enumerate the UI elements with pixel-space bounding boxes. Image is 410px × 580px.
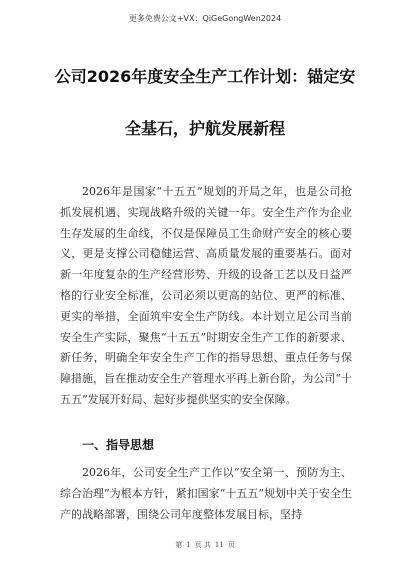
guiding-ideology-paragraph: 2026年，公司安全生产工作以“安全第一、预防为主、综合治理”为根本方针，紧扣国家“十五五”规划中关于安全生产的战略部署，围绕公司年度整体发展目标，坚持	[60, 466, 352, 521]
intro-paragraph: 2026年是国家“十五五”规划的开局之年，也是公司抢抓发展机遇、实现战略升级的关键一年。安全生产作为企业生存发展的生命线，不仅是保障员工生命财产安全的核心要义，更是支撑公司稳健运营、高质量发展的重要基石。面对新一年度复杂的生产经营形势、升级的设备工艺以及日益严格的行业安全标准，公司必须以更高的站位、更严的标准、更实的举措，全面筑牢安全生产防线。本计划立足公司当前安全生产实际，聚焦“十五五”时期安全生产工作的新要求、新任务，明确全年安全生产工作的指导思想、重点任务与保障措施，旨在推动安全生产管理水平再上新台阶，为公司“十五五”发展开好局、起好步提供坚实的安全保障。	[60, 185, 352, 406]
document-title-line-1	[0, 63, 410, 91]
footer-current-page: 1	[186, 541, 191, 549]
title-text-1: 公司2026年度安全生产工作计划：锚定安	[54, 67, 356, 86]
title-text-2: 全基石，护航发展新程	[124, 119, 285, 138]
footer-total-pages: 11	[214, 541, 224, 549]
footer-middle: 页 共	[194, 541, 211, 549]
section-heading-guiding-ideology: 一、指导思想	[82, 438, 155, 452]
footer-suffix: 页	[227, 541, 235, 549]
page-number-footer	[0, 540, 410, 550]
document-title-line-2	[0, 115, 410, 143]
footer-prefix: 第	[175, 541, 183, 549]
header-note: 更多免费公文+VX：QiGeGongWen2024	[128, 14, 282, 23]
